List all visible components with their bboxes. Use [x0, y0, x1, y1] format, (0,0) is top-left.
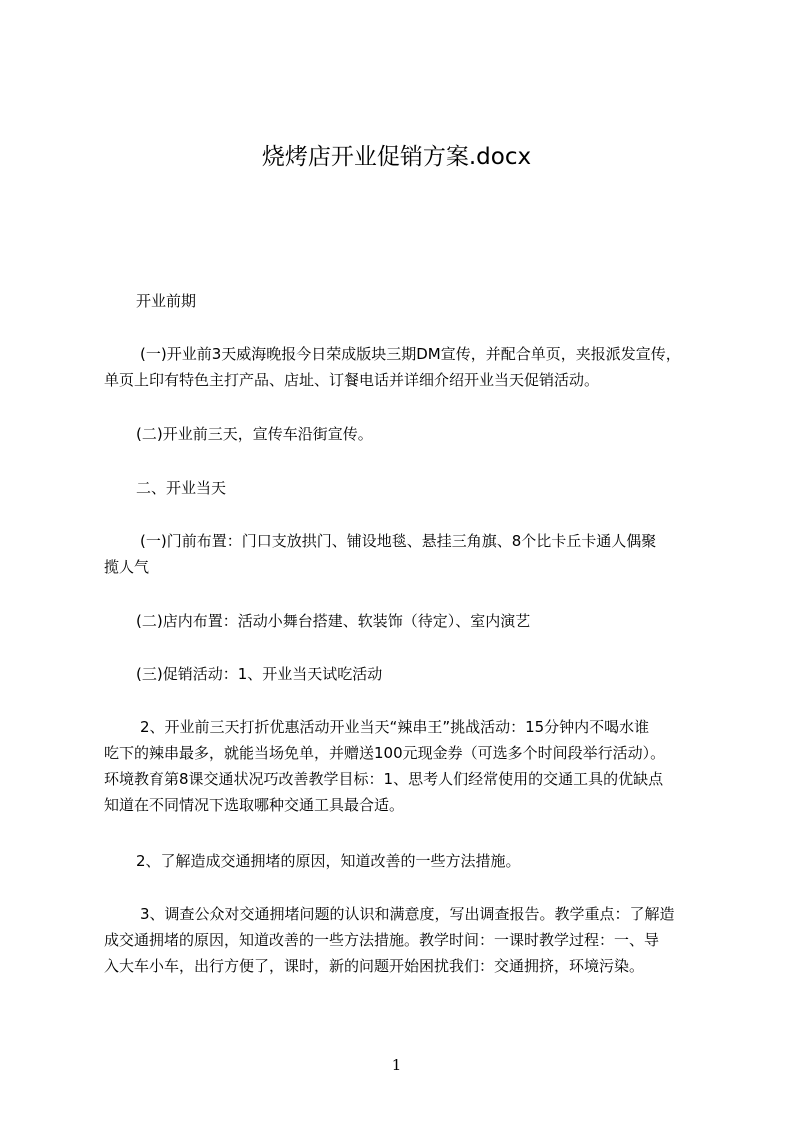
paragraph-9 — [104, 848, 704, 874]
paragraph-6 — [104, 608, 704, 634]
paragraph-4 — [104, 475, 704, 501]
paragraph-line: 成交通拥堵的原因，知道改善的一些方法措施。教学时间：一课时教学过程：一、导 — [104, 931, 660, 949]
paragraph-line: (三)促销活动：1、开业当天试吃活动 — [136, 665, 383, 683]
paragraph-line: 揽人气 — [104, 558, 150, 576]
paragraph-line: 环境教育第8课交通状况巧改善教学目标：1、思考人们经常使用的交通工具的优缺点 — [104, 770, 664, 788]
paragraph-line: 2、了解造成交通拥堵的原因，知道改善的一些方法措施。 — [136, 852, 521, 870]
paragraph-8 — [104, 714, 704, 818]
paragraph-line: 3、调查公众对交通拥堵问题的认识和满意度，写出调查报告。教学重点：了解造 — [140, 905, 675, 923]
paragraph-line: 2、开业前三天打折优惠活动开业当天“辣串王”挑战活动：15分钟内不喝水谁 — [140, 718, 650, 736]
paragraph-line: (一)门前布置：门口支放拱门、铺设地毯、悬挂三角旗、8个比卡丘卡通人偶聚 — [140, 532, 657, 550]
paragraph-7 — [104, 661, 704, 687]
page-number: 1 — [391, 1056, 402, 1074]
paragraph-5 — [104, 528, 704, 580]
paragraph-3 — [104, 421, 704, 447]
paragraph-1 — [104, 288, 704, 314]
paragraph-line: 吃下的辣串最多，就能当场免单，并赠送100元现金券（可选多个时间段举行活动）。 — [104, 744, 666, 762]
paragraph-line: 二、开业当天 — [136, 479, 227, 497]
paragraph-line: (二)开业前三天，宣传车沿街宣传。 — [136, 425, 373, 443]
paragraph-line: 知道在不同情况下选取哪种交通工具最合适。 — [104, 796, 405, 814]
paragraph-line: (一)开业前3天威海晚报今日荣成版块三期DM宣传，并配合单页，夹报派发宣传， — [140, 345, 681, 363]
paragraph-line: 入大车小车，出行方便了，课时，新的问题开始困扰我们：交通拥挤，环境污染。 — [104, 957, 645, 975]
paragraph-line: 单页上印有特色主打产品、店址、订餐电话并详细介绍开业当天促销活动。 — [104, 371, 600, 389]
paragraph-line: 开业前期 — [136, 292, 197, 310]
paragraph-2 — [104, 341, 704, 393]
paragraph-10 — [104, 901, 704, 979]
document-title: 烧烤店开业促销方案.docx — [261, 144, 532, 170]
paragraph-line: (二)店内布置：活动小舞台搭建、软装饰（待定）、室内演艺 — [136, 612, 531, 630]
